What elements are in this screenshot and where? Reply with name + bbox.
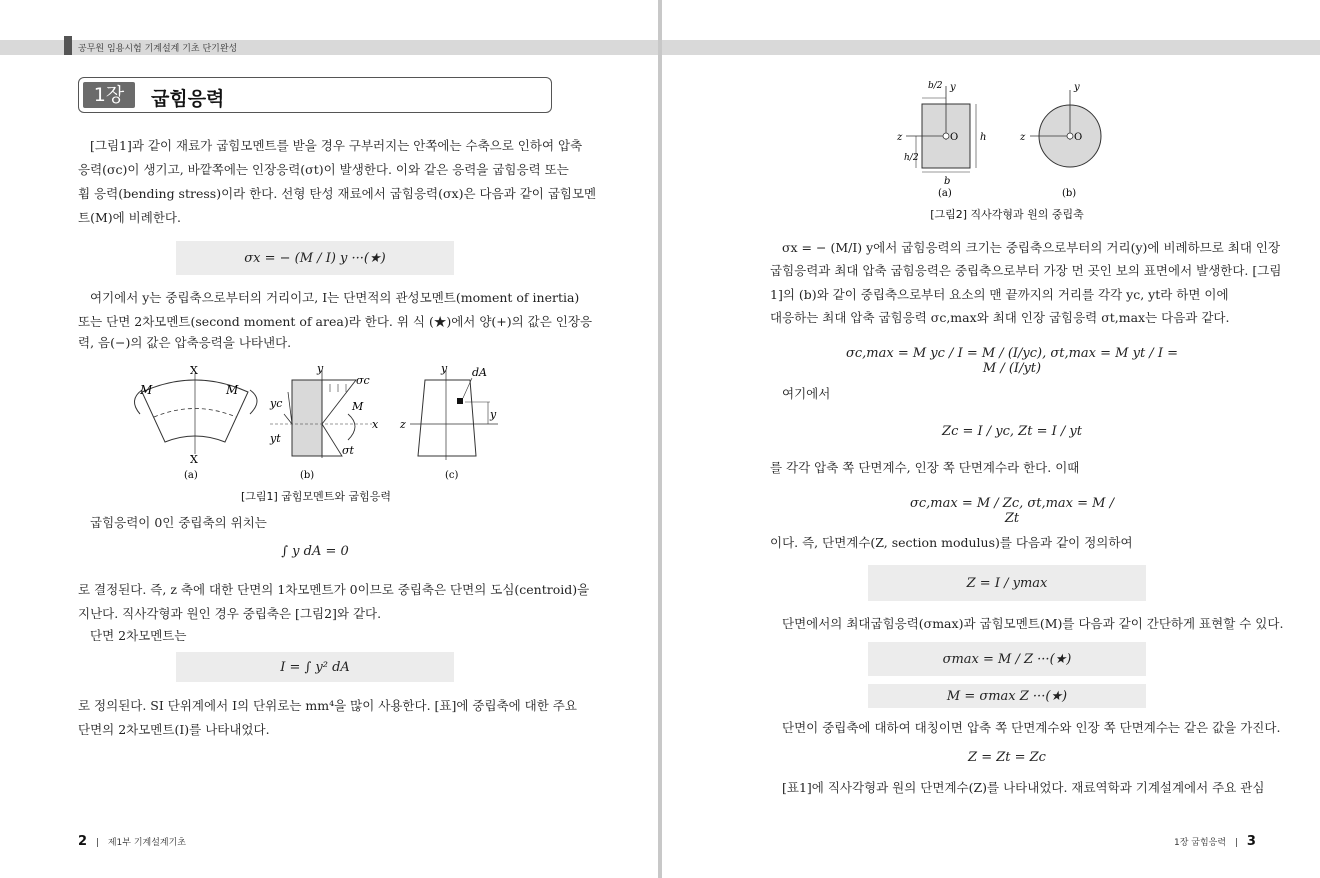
figure-label-M-right: M [226,383,239,397]
figure-label-dA: dA [472,366,487,379]
figure-2b-label: (b) [1062,188,1077,199]
paragraph-intro-line2: 응력(σc)이 생기고, 바깥쪽에는 인장응력(σt)이 발생한다. 이와 같은 응력을 굽힘응력 또는 [78,162,569,177]
chapter-header [78,77,552,113]
page-number-right: 3 [1246,834,1256,849]
equation-stress-modulus: σc,max = M / Zc, σt,max = M / Zt [909,496,1114,526]
paragraph-definitions-line3: 력, 음(−)의 값은 압축응력을 나타낸다. [78,335,292,350]
paragraph-centroid-line2: 지난다. 직사각형과 원인 경우 중립축은 [그림2]와 같다. [78,606,382,621]
paragraph-max-stress-line3: 1]의 (b)와 같이 중립축으로부터 요소의 맨 끝까지의 거리를 각각 yc, yt라 하면 이에 [770,287,1229,302]
figure-label-yt: yt [270,432,281,445]
figure2-label-O-a: O [950,132,959,143]
figure-label-z: z [400,418,406,431]
equation-bending-stress: σx = − (M / I) y ···(★) [176,241,454,275]
figure-1-bending-diagram [120,362,520,484]
paragraph-section-modulus: 를 각각 압축 쪽 단면계수, 인장 쪽 단면계수라 한다. 이때 [770,460,1080,475]
figure-label-X-top: X [190,364,198,377]
paragraph-max-stress-line4: 대응하는 최대 압축 굽힘응력 σc,max와 최대 인장 굽힘응력 σt,max는 다음과 같다. [770,310,1230,325]
figure2-label-O-b: O [1074,132,1083,143]
figure-1a-label: (a) [184,470,198,481]
paragraph-simple-expression: 단면에서의 최대굽힘응력(σmax)과 굽힘모멘트(M)를 다음과 같이 간단하게 표현할 수 있다. [782,616,1284,631]
figure-1c-cross-section [399,362,498,481]
equation-section-moduli: Zc = I / yc, Zt = I / yt [942,424,1082,439]
figure-2-neutral-axis-diagram [892,76,1112,202]
figure-2b-circle [1019,82,1101,199]
paragraph-table-ref: [표1]에 직사각형과 원의 단면계수(Z)를 나타내었다. 재료역학과 기계설계에서 주요 관심 [782,780,1265,795]
page-number-left: 2 [78,834,88,849]
figure-label-sigma-t: σt [342,444,354,457]
equation-first-moment: ∫ y dA = 0 [281,544,349,559]
equation-Z-definition: Z = I / ymax [868,565,1146,601]
paragraph-intro-line1: [그림1]과 같이 재료가 굽힘모멘트를 받을 경우 구부러지는 안쪽에는 수축으로 인하여 압축 [90,138,583,153]
figure-2a-label: (a) [938,188,952,199]
paragraph-intro-line3: 휨 응력(bending stress)이라 한다. 선형 탄성 재료에서 굽힘응력(σx)은 다음과 같이 굽힘모멘 [78,186,597,201]
right-page [662,0,1320,878]
paragraph-centroid-line1: 로 결정된다. 즉, z 축에 대한 단면의 1차모멘트가 0이므로 중립축은 단면의 도심(centroid)을 [78,582,590,597]
figure2-label-y-b: y [1074,82,1080,93]
paragraph-second-moment: 단면 2차모멘트는 [90,628,187,643]
figure-label-M-left: M [140,383,153,397]
right-footer-text: 1장 굽힘응력 [1174,838,1227,848]
left-footer-text: 제1부 기계설계기초 [107,838,186,848]
paragraph-symmetric: 단면이 중립축에 대하여 대칭이면 압축 쪽 단면계수와 인장 쪽 단면계수는 같은 값을 가진다. [782,720,1281,735]
figure-label-X-bottom: X [190,453,198,466]
chapter-number: 1장 [83,82,135,108]
paragraph-units-line2: 단면의 2차모멘트(I)를 나타내었다. [78,722,270,737]
running-head [0,40,658,55]
figure2-label-h: h [980,132,987,143]
figure2-label-y-a: y [950,82,956,93]
figure2-label-b: b [944,176,951,187]
figure-label-y-dist: y [490,408,497,421]
paragraph-units-line1: 로 정의된다. SI 단위계에서 I의 단위로는 mm⁴을 많이 사용한다. [표]에 중립축에 대한 주요 [78,698,577,713]
figure2-label-h2: h/2 [904,153,919,163]
running-head-text: 공무원 임용시험 기계설계 기초 단기완성 [78,44,238,54]
equation-M: M = σmax Z ···(★) [868,684,1146,708]
figure-2-caption: [그림2] 직사각형과 원의 중립축 [930,208,1084,221]
figure-label-M-b: M [352,400,364,413]
figure-label-y-c: y [441,362,448,375]
paragraph-definitions-line2: 또는 단면 2차모멘트(second moment of area)라 한다. 위 식 (★)에서 양(+)의 값은 인장응 [78,314,593,329]
paragraph-max-stress-line1: σx = − (M/I) y에서 굽힘응력의 크기는 중립축으로부터의 거리(y)에 비례하므로 최대 인장 [782,240,1281,255]
right-footer: 1장 굽힘응력 | 3 [1174,834,1256,849]
equation-max-stresses: σc,max = M yc / I = M / (I/yc), σt,max = M yt / I = M / (I/yt) [846,346,1178,376]
figure-2a-rectangle [896,81,986,199]
left-page [0,0,658,878]
paragraph-definitions-line1: 여기에서 y는 중립축으로부터의 거리이고, I는 단면적의 관성모멘트(moment of inertia) [90,290,580,305]
figure-1c-label: (c) [445,470,459,481]
paragraph-define-Z: 이다. 즉, 단면계수(Z, section modulus)를 다음과 같이 정의하여 [770,535,1133,550]
figure-label-yc: yc [270,397,283,410]
paragraph-where: 여기에서 [782,386,831,401]
paragraph-intro-line4: 트(M)에 비례한다. [78,210,181,225]
equation-sigma-max: σmax = M / Z ···(★) [868,642,1146,676]
figure-label-y-b: y [317,362,324,375]
running-head-marker [64,36,72,55]
figure-1b-label: (b) [300,470,315,481]
figure-1b-stress-distribution [269,362,379,481]
figure-1-caption: [그림1] 굽힘모멘트와 굽힘응력 [240,490,392,503]
paragraph-neutral-axis: 굽힘응력이 0인 중립축의 위치는 [90,515,267,530]
figure-label-sigma-c: σc [356,374,370,387]
running-head-right [662,40,1320,55]
left-footer: 2 | 제1부 기계설계기초 [78,834,186,849]
chapter-title: 굽힘응력 [151,88,225,110]
equation-second-moment: I = ∫ y² dA [176,652,454,682]
figure2-label-b2: b/2 [928,81,943,91]
figure2-label-z-a: z [897,132,903,143]
figure-label-x: x [372,418,379,431]
paragraph-max-stress-line2: 굽힘응력과 최대 압축 굽힘응력은 중립축으로부터 가장 먼 곳인 보의 표면에서 발생한다. [그림 [770,263,1282,278]
equation-Z-equal: Z = Zt = Zc [968,750,1046,765]
figure2-label-z-b: z [1020,132,1026,143]
figure-1a-curved-beam [134,364,257,481]
